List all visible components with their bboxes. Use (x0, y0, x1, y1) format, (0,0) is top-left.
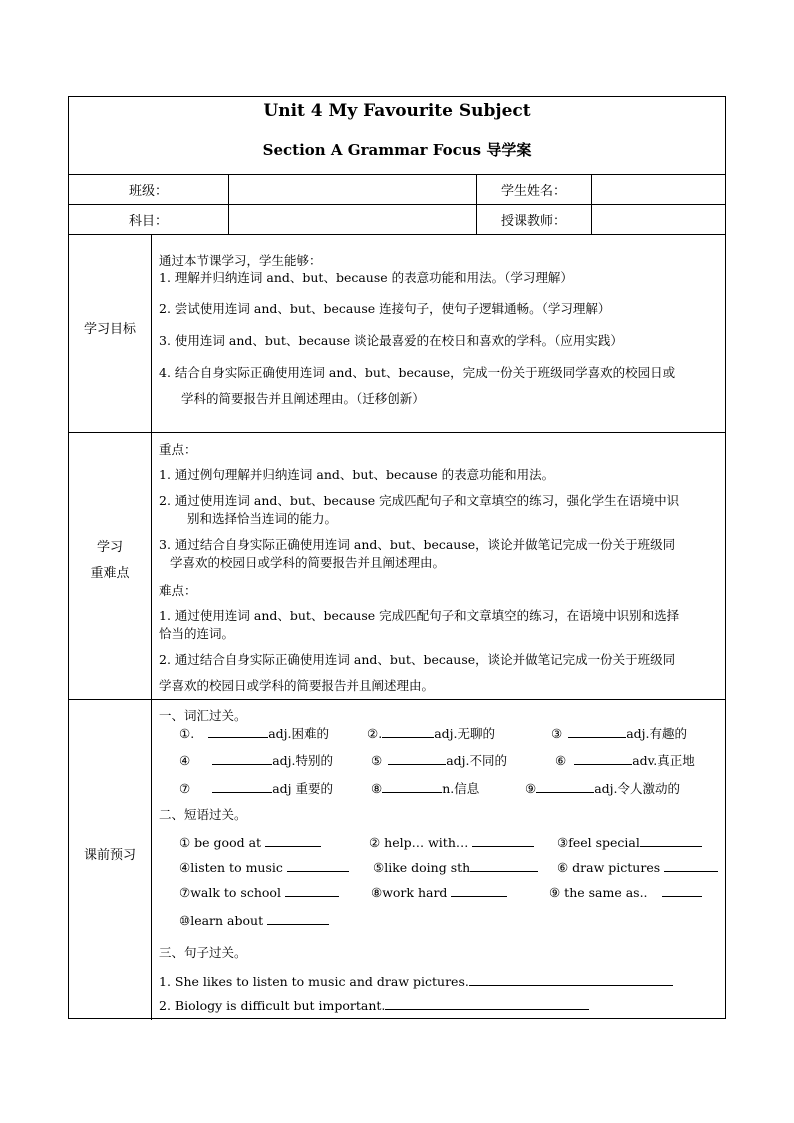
preview-label: 课前预习 (83, 848, 136, 863)
key-item: 3. 通过结合自身实际正确使用连词 and、but、because，谈论并做笔记完成一份关于班级同 (159, 537, 676, 552)
student-name-field[interactable] (592, 175, 726, 204)
vocab-item: ②. adj.无聊的 (367, 726, 495, 741)
keypoints-label: 重难点 (90, 566, 130, 581)
page-title: Unit 4 My Favourite Subject (263, 101, 531, 121)
phrase-blank[interactable] (287, 859, 349, 872)
phrase-item: ⑩learn about (179, 912, 329, 929)
phrase-blank[interactable] (664, 859, 718, 872)
key-item: 别和选择恰当连词的能力。 (187, 511, 338, 526)
sentence-blank[interactable] (385, 997, 589, 1010)
vocab-item: ⑤ adj.不同的 (371, 753, 508, 768)
vocab-blank[interactable] (382, 780, 442, 793)
student-name-label: 学生姓名： (500, 184, 566, 199)
phrase-title: 二、短语过关。 (159, 807, 247, 822)
vocab-blank[interactable] (212, 752, 272, 765)
sentence-blank[interactable] (469, 973, 673, 986)
key-item: 1. 通过例句理解并归纳连词 and、but、because 的表意功能和用法。 (159, 467, 555, 482)
phrase-item: ⑧work hard (371, 884, 507, 901)
class-field[interactable] (229, 175, 475, 204)
goal-item: 学科的简要报告并且阐述理由。（迁移创新） (181, 391, 425, 406)
key-title: 重点： (159, 442, 197, 457)
vocab-item: ③ adj.有趣的 (551, 726, 688, 741)
vocab-blank[interactable] (212, 780, 272, 793)
phrase-item: ⑥ draw pictures (557, 859, 718, 876)
vocab-blank[interactable] (574, 752, 632, 765)
phrase-item: ② help… with… (369, 834, 534, 851)
goal-item: 1. 理解并归纳连词 and、but、because 的表意功能和用法。（学习理解） (159, 270, 573, 285)
sentence-item: 2. Biology is difficult but important. (159, 997, 589, 1014)
phrase-blank[interactable] (662, 884, 702, 897)
goals-label: 学习目标 (83, 322, 136, 337)
goal-item: 3. 使用连词 and、but、because 谈论最喜爱的在校日和喜欢的学科。（应用实践） (159, 333, 623, 348)
difficulty-item: 恰当的连词。 (159, 626, 235, 641)
vocab-blank[interactable] (382, 725, 434, 738)
class-label: 班级： (128, 184, 168, 199)
goals-intro: 通过本节课学习，学生能够： (159, 253, 322, 268)
row-divider (69, 234, 725, 235)
difficulty-item: 学喜欢的校园日或学科的简要报告并且阐述理由。 (159, 678, 435, 693)
phrase-blank[interactable] (265, 834, 321, 847)
sentence-item: 1. She likes to listen to music and draw pictures. (159, 973, 673, 990)
goal-item: 4. 结合自身实际正确使用连词 and、but、because，完成一份关于班级同学喜欢的校园日或 (159, 365, 676, 380)
teacher-field[interactable] (592, 205, 726, 234)
phrase-blank[interactable] (470, 859, 538, 872)
keypoints-label: 学习 (96, 540, 123, 555)
phrase-item: ③feel special (557, 834, 702, 851)
page-subtitle: Section A Grammar Focus 导学案 (262, 141, 532, 159)
difficulty-item: 1. 通过使用连词 and、but、because 完成匹配句子和文章填空的练习，在语境中识别和选择 (159, 608, 680, 623)
vocab-item: ①. adj.困难的 (179, 726, 329, 741)
phrase-item: ④listen to music (179, 859, 349, 876)
col-divider (151, 234, 152, 1020)
phrase-blank[interactable] (451, 884, 507, 897)
subject-field[interactable] (229, 205, 475, 234)
vocab-item: ⑦ adj 重要的 (179, 781, 334, 796)
worksheet-table (68, 96, 726, 1019)
vocab-blank[interactable] (568, 725, 626, 738)
phrase-blank[interactable] (640, 834, 702, 847)
vocab-item: ⑧ n.信息 (371, 781, 480, 796)
row-divider (69, 699, 725, 700)
vocab-item: ⑥ adv.真正地 (555, 753, 695, 768)
vocab-blank[interactable] (536, 780, 594, 793)
subject-label: 科目： (128, 214, 168, 229)
vocab-title: 一、词汇过关。 (159, 708, 247, 723)
phrase-item: ⑦walk to school (179, 884, 339, 901)
vocab-blank[interactable] (388, 752, 446, 765)
vocab-item: ④ adj.特别的 (179, 753, 334, 768)
teacher-label: 授课教师： (500, 214, 566, 229)
phrase-item: ① be good at (179, 834, 321, 851)
difficulty-item: 2. 通过结合自身实际正确使用连词 and、but、because，谈论并做笔记完成一份关于班级同 (159, 652, 676, 667)
phrase-blank[interactable] (267, 912, 329, 925)
difficulty-title: 难点： (159, 583, 197, 598)
phrase-item: ⑤like doing sth (373, 859, 538, 876)
goal-item: 2. 尝试使用连词 and、but、because 连接句子，使句子逻辑通畅。（学习理解） (159, 301, 611, 316)
vocab-blank[interactable] (208, 725, 268, 738)
vocab-item: ⑨ adj.令人激动的 (525, 781, 681, 796)
key-item: 学喜欢的校园日或学科的简要报告并且阐述理由。 (170, 555, 446, 570)
phrase-blank[interactable] (285, 884, 339, 897)
phrase-item: ⑨ the same as.. (549, 884, 702, 901)
key-item: 2. 通过使用连词 and、but、because 完成匹配句子和文章填空的练习，强化学生在语境中识 (159, 493, 680, 508)
sentence-title: 三、句子过关。 (159, 945, 247, 960)
row-divider (69, 432, 725, 433)
phrase-blank[interactable] (472, 834, 534, 847)
